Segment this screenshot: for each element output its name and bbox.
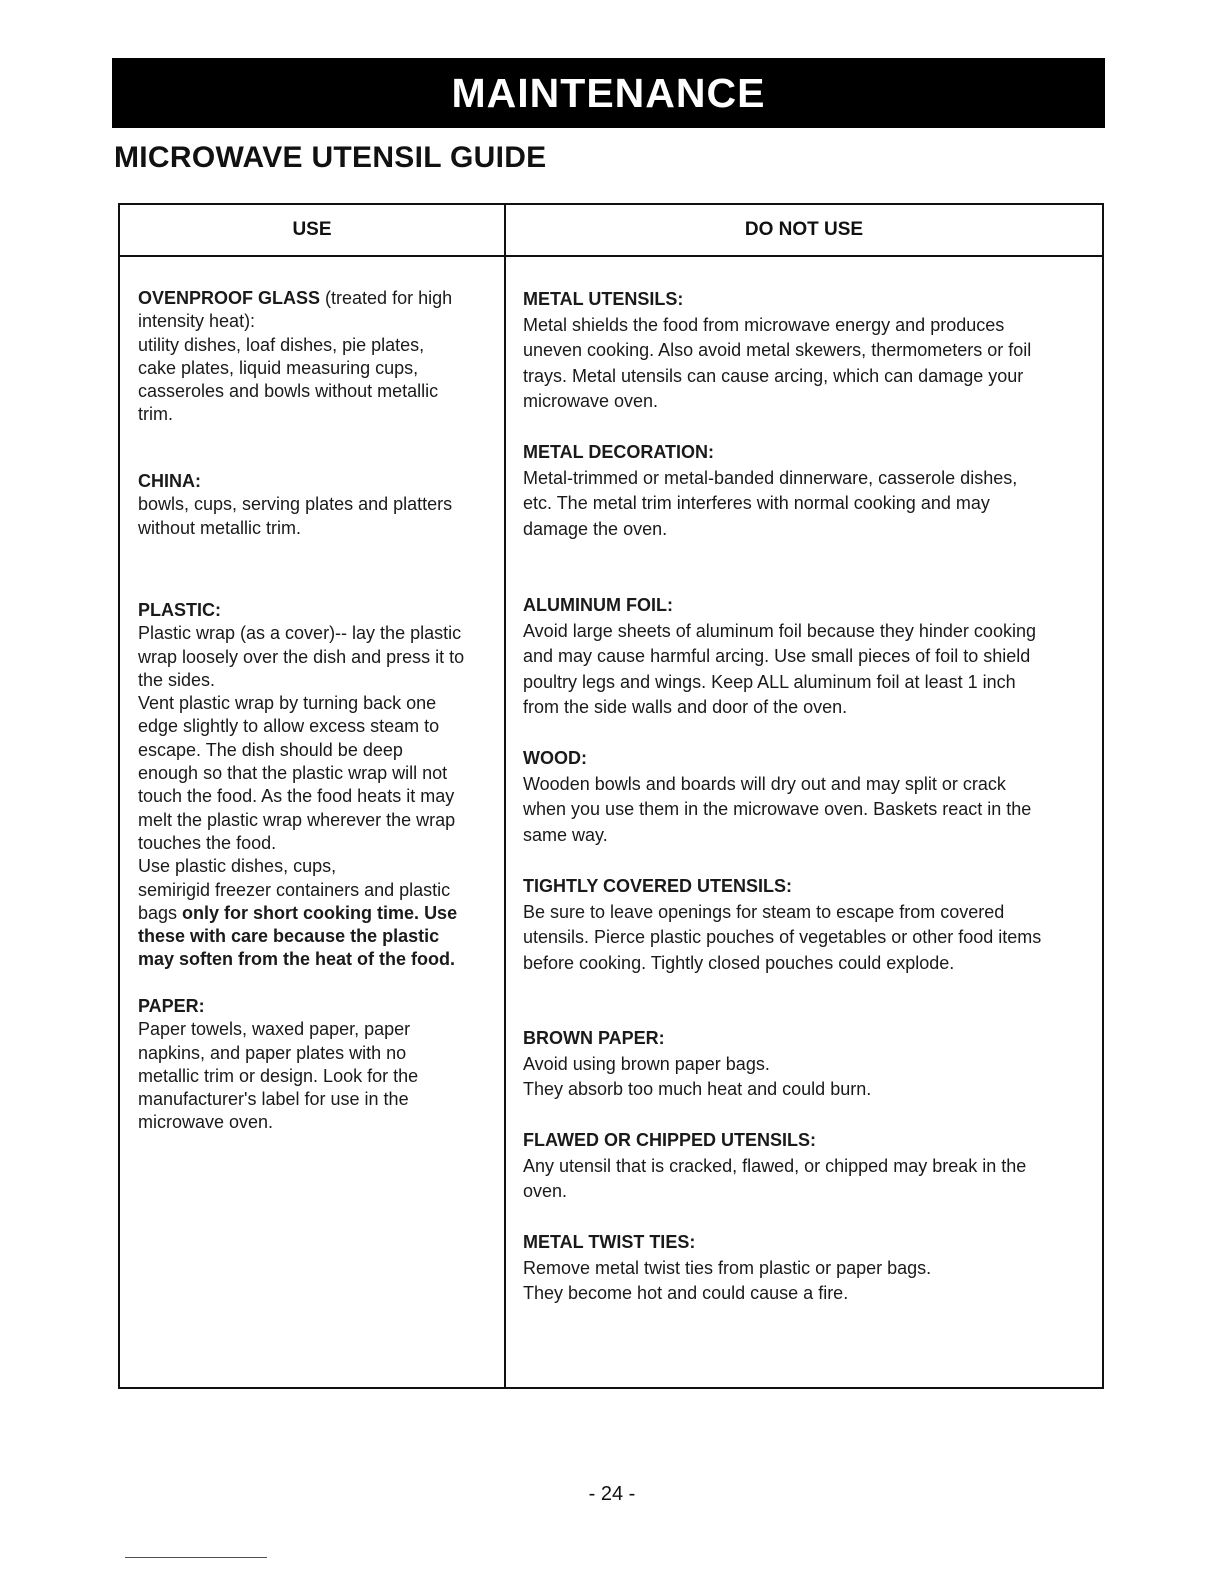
- entry-line: enough so that the plastic wrap will not: [138, 763, 448, 784]
- entry-line: cake plates, liquid measuring cups,: [138, 357, 419, 378]
- entry-line: semirigid freezer containers and plastic: [138, 879, 451, 900]
- donot-entry-brown-paper: [523, 1026, 1093, 1103]
- entry-line: touch the food. As the food heats it may: [138, 786, 455, 807]
- utensil-guide-table: [118, 203, 1104, 1389]
- entry-title: METAL UTENSILS:: [523, 289, 684, 309]
- entry-mixed-line: [138, 902, 498, 925]
- entry-title: TIGHTLY COVERED UTENSILS:: [523, 876, 793, 896]
- entry-line: They become hot and could cause a fire.: [523, 1283, 849, 1304]
- entry-line: when you use them in the microwave oven. Baskets react in the: [523, 799, 1032, 820]
- use-entry-paper: [138, 995, 498, 1135]
- use-entry-plastic: [138, 599, 498, 972]
- banner-title: MAINTENANCE: [451, 69, 766, 116]
- page-number: - 24 -: [588, 1483, 636, 1505]
- entry-line: same way.: [523, 824, 608, 845]
- entry-line: Paper towels, waxed paper, paper: [138, 1019, 411, 1040]
- header-use: USE: [292, 219, 332, 240]
- entry-title: FLAWED OR CHIPPED UTENSILS:: [523, 1130, 817, 1150]
- entry-line: utility dishes, loaf dishes, pie plates,: [138, 334, 425, 355]
- entry-line: intensity heat):: [138, 311, 256, 332]
- entry-line: oven.: [523, 1181, 568, 1202]
- entry-line: melt the plastic wrap wherever the wrap: [138, 809, 456, 830]
- entry-plain-text: bags: [138, 902, 183, 923]
- donot-entry-metal-twist-ties: [523, 1230, 1093, 1307]
- entry-line: damage the oven.: [523, 518, 668, 539]
- footer-rule: [125, 1557, 267, 1558]
- section-banner: [112, 58, 1105, 128]
- page-title: MICROWAVE UTENSIL GUIDE: [114, 141, 547, 174]
- entry-line: poultry legs and wings. Keep ALL aluminum foil at least 1 inch: [523, 671, 1016, 692]
- entry-line: manufacturer's label for use in the: [138, 1089, 409, 1110]
- use-entry-ovenproof-glass: [138, 287, 498, 427]
- entry-line: Remove metal twist ties from plastic or paper bags.: [523, 1257, 932, 1278]
- entry-bold-line: may soften from the heat of the food.: [138, 949, 456, 970]
- donot-entry-aluminum-foil: [523, 593, 1093, 721]
- header-do-not-use: DO NOT USE: [744, 219, 864, 240]
- entry-line: and may cause harmful arcing. Use small pieces of foil to shield: [523, 646, 1031, 667]
- entry-line: Metal shields the food from microwave energy and produces: [523, 314, 1005, 335]
- table-header-row: [120, 205, 1102, 257]
- entry-line: escape. The dish should be deep: [138, 739, 403, 760]
- entry-line: trays. Metal utensils can cause arcing, which can damage your: [523, 365, 1024, 386]
- donot-entry-metal-decoration: [523, 440, 1093, 542]
- donot-entry-tightly-covered: [523, 874, 1093, 976]
- entry-line: edge slightly to allow excess steam to: [138, 716, 440, 737]
- entry-line: casseroles and bowls without metallic: [138, 381, 439, 402]
- entry-line: bowls, cups, serving plates and platters: [138, 494, 453, 515]
- entry-title: METAL TWIST TIES:: [523, 1232, 696, 1252]
- entry-line: from the side walls and door of the oven.: [523, 697, 848, 718]
- entry-line: trim.: [138, 404, 173, 425]
- entry-title: WOOD:: [523, 748, 587, 768]
- entry-title-line: [138, 287, 498, 310]
- entry-line: uneven cooking. Also avoid metal skewers, thermometers or foil: [523, 340, 1032, 361]
- donot-entry-wood: [523, 746, 1093, 848]
- entry-title: CHINA:: [138, 471, 201, 491]
- entry-title: OVENPROOF GLASS: [138, 288, 321, 308]
- donot-entry-flawed-chipped: [523, 1128, 1093, 1205]
- entry-title: PAPER:: [138, 996, 205, 1016]
- entry-line: microwave oven.: [523, 391, 659, 412]
- entry-line: wrap loosely over the dish and press it to: [138, 646, 465, 667]
- entry-line: without metallic trim.: [138, 517, 302, 538]
- entry-line: Vent plastic wrap by turning back one: [138, 693, 437, 714]
- donot-entry-metal-utensils: [523, 287, 1093, 415]
- entry-line: Plastic wrap (as a cover)-- lay the plastic: [138, 623, 462, 644]
- entry-title: PLASTIC:: [138, 600, 221, 620]
- column-divider: [504, 205, 506, 1387]
- entry-line: Use plastic dishes, cups,: [138, 856, 337, 877]
- entry-line: They absorb too much heat and could burn.: [523, 1079, 872, 1100]
- use-entry-china: [138, 470, 498, 540]
- entry-line: Metal-trimmed or metal-banded dinnerware, casserole dishes,: [523, 467, 1018, 488]
- entry-title-suffix: (treated for high: [320, 288, 453, 308]
- entry-line: Avoid large sheets of aluminum foil because they hinder cooking: [523, 620, 1036, 641]
- entry-bold-text: only for short cooking time. Use: [182, 902, 458, 923]
- entry-line: microwave oven.: [138, 1112, 274, 1133]
- entry-line: Avoid using brown paper bags.: [523, 1053, 770, 1074]
- entry-line: touches the food.: [138, 832, 277, 853]
- entry-line: metallic trim or design. Look for the: [138, 1065, 419, 1086]
- entry-line: etc. The metal trim interferes with normal cooking and may: [523, 493, 990, 514]
- entry-line: napkins, and paper plates with no: [138, 1042, 407, 1063]
- entry-line: Wooden bowls and boards will dry out and may split or crack: [523, 773, 1006, 794]
- entry-line: before cooking. Tightly closed pouches could explode.: [523, 952, 955, 973]
- entry-line: Any utensil that is cracked, flawed, or chipped may break in the: [523, 1155, 1027, 1176]
- entry-line: Be sure to leave openings for steam to escape from covered: [523, 901, 1005, 922]
- entry-title: ALUMINUM FOIL:: [523, 595, 673, 615]
- entry-title: BROWN PAPER:: [523, 1028, 665, 1048]
- entry-line: the sides.: [138, 669, 216, 690]
- entry-bold-line: these with care because the plastic: [138, 926, 440, 947]
- entry-title: METAL DECORATION:: [523, 442, 714, 462]
- entry-line: utensils. Pierce plastic pouches of vegetables or other food items: [523, 927, 1042, 948]
